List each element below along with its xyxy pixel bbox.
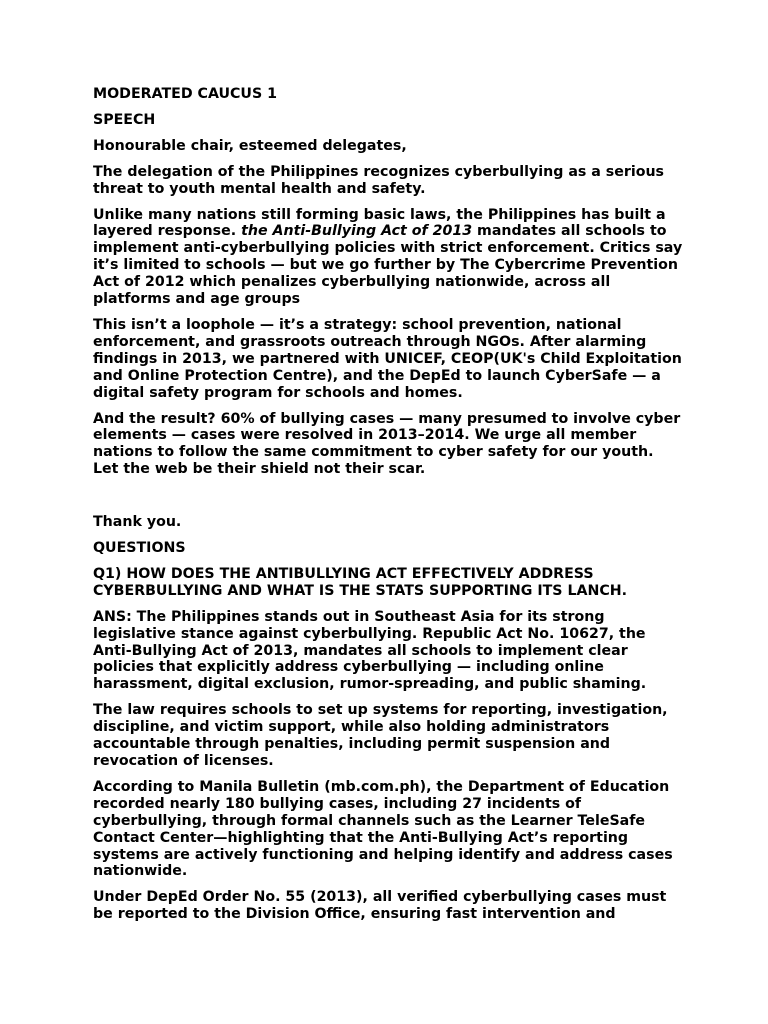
paragraph-4: And the result? 60% of bullying cases — many presumed to involve cyber elements — cases were resolved in 2013–2014. We urge all member nations to follow the same commitment to cyber safety for our youth. Let the web be their shield not their scar. — [93, 410, 681, 478]
answer-paragraph-1: ANS: The Philippines stands out in Southeast Asia for its strong legislative stance against cyberbullying. Republic Act No. 10627, the Anti-Bullying Act of 2013, mandates all schools to implement clear policies that explicitly address cyberbullying — including online harassment, digital exclusion, rumor-spreading, and public shaming. — [93, 608, 647, 693]
answer-paragraph-3: According to Manila Bulletin (mb.com.ph), the Department of Education recorded nearly 180 bullying cases, including 27 incidents of cyberbullying, through formal channels such as the Learner TeleSafe Contact Center—highlighting that the Anti-Bullying Act’s reporting systems are actively functioning and helping identify and address cases nationwide. — [93, 778, 673, 880]
paragraph-2 — [93, 207, 683, 308]
paragraph-2-act-title: the Anti-Bullying Act of 2013 — [241, 223, 473, 240]
question-1: Q1) HOW DOES THE ANTIBULLYING ACT EFFECTIVELY ADDRESS CYBERBULLYING AND WHAT IS THE STATS SUPPORTING ITS LANCH. — [93, 565, 628, 599]
salutation: Honourable chair, esteemed delegates, — [93, 137, 407, 154]
answer-paragraph-2: The law requires schools to set up systems for reporting, investigation, discipline, and victim support, while also holding administrators accountable through penalties, including permit suspension and revocation of licenses. — [93, 702, 668, 769]
answer-paragraph-4: Under DepEd Order No. 55 (2013), all verified cyberbullying cases must be reported to the Division Office, ensuring fast intervention and — [93, 889, 667, 923]
blank-space — [93, 487, 683, 514]
document-body — [93, 86, 683, 932]
paragraph-2-text-end: mandates all schools to implement anti-cyberbullying policies with strict enforcement. Critics say it’s limited to schools — but we go further by The Cybercrime Prevention Act of 2012 which penalizes cyberbullying nationwide, across all platforms and age groups — [93, 223, 683, 308]
document-heading: MODERATED CAUCUS 1 — [93, 86, 277, 102]
closing: Thank you. — [93, 514, 182, 531]
paragraph-2-text-start: Unlike many nations still forming basic laws, the Philippines has built a layered response. — [93, 206, 666, 240]
paragraph-3: This isn’t a loophole — it’s a strategy: school prevention, national enforcement, and grassroots outreach through NGOs. After alarming findings in 2013, we partnered with UNICEF, CEOP(UK's Child Exploitation and Online Protection Centre), and the DepEd to launch CyberSafe — a digital safety program for schools and homes. — [93, 316, 682, 401]
section-questions-heading: QUESTIONS — [93, 540, 186, 557]
section-speech-heading: SPEECH — [93, 111, 156, 128]
paragraph-1: The delegation of the Philippines recognizes cyberbullying as a serious threat to youth mental health and safety. — [93, 163, 665, 197]
